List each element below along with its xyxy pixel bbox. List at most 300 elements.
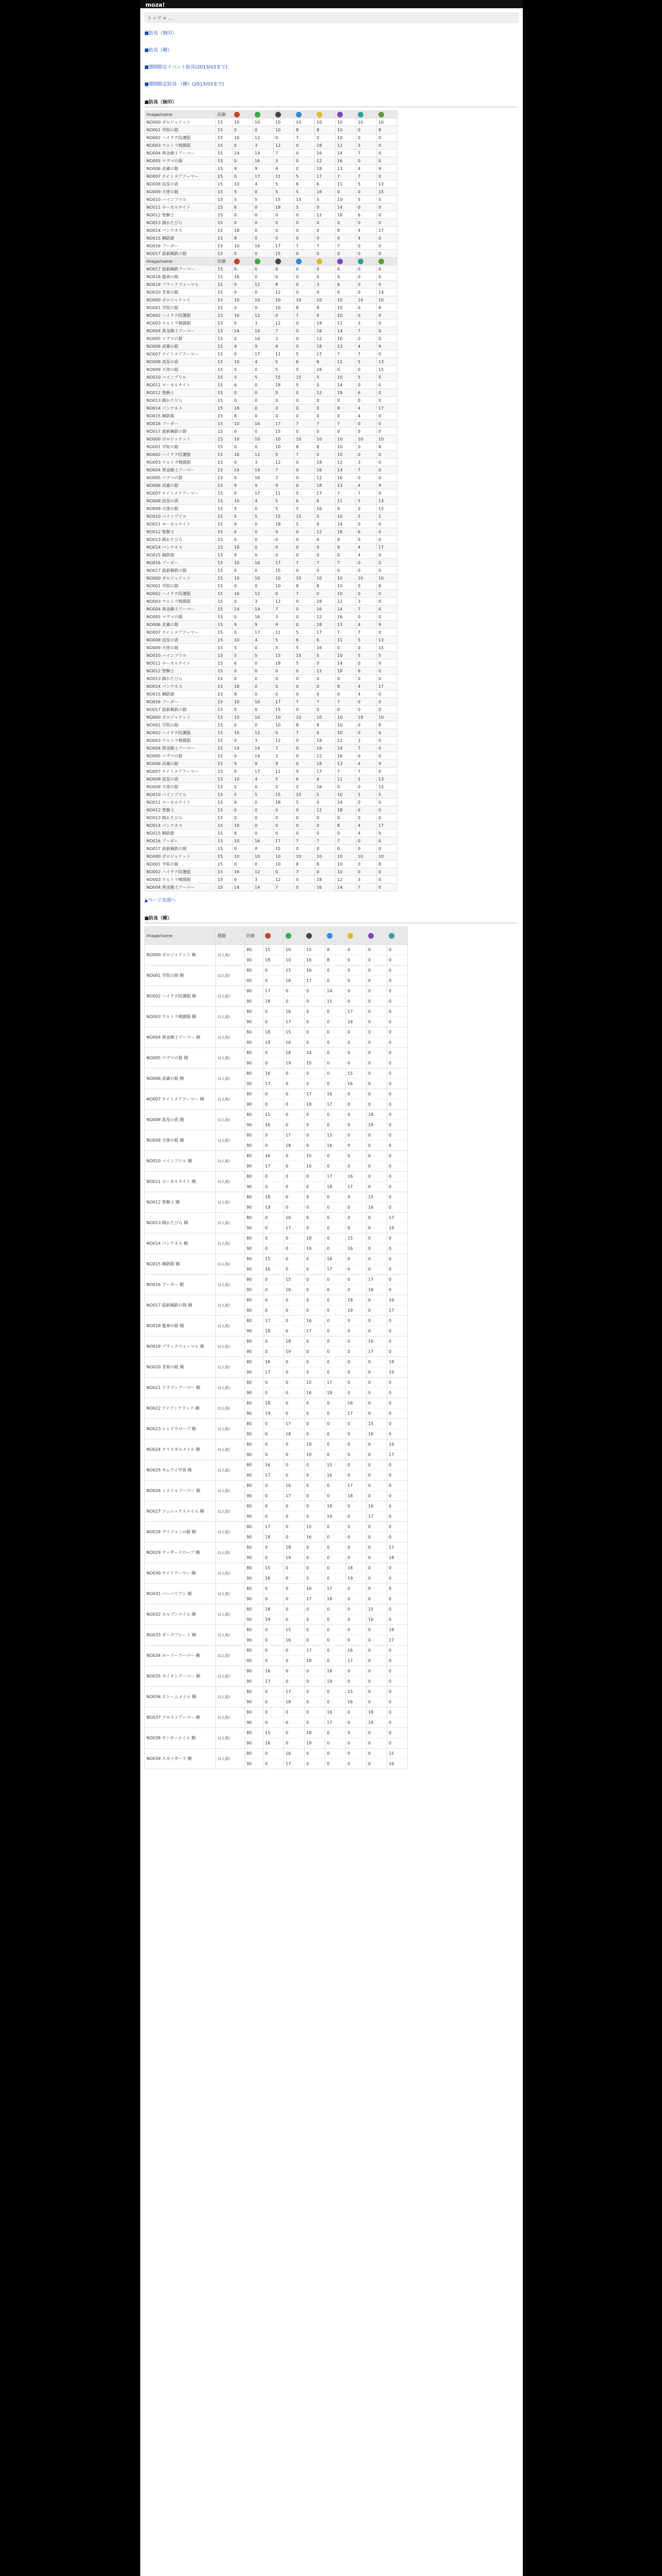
stat-value: 0: [306, 1205, 309, 1210]
stat-cell: 0: [294, 613, 315, 621]
stat-value: 0: [389, 1275, 406, 1285]
stat-value: 0: [347, 1329, 351, 1333]
stat-cell: [245, 1625, 263, 1646]
stat-value: 0: [347, 1597, 351, 1601]
stat-value: 0: [286, 1501, 303, 1512]
stat-cell: 0: [377, 690, 398, 698]
stat-cell: 17: [377, 544, 398, 551]
stat-cell: [263, 1604, 284, 1625]
stat-value: 18: [327, 1501, 344, 1512]
stat-value: 0: [347, 1473, 351, 1478]
stat-cell: [346, 1357, 367, 1378]
stat-cell: [346, 1172, 367, 1192]
stat-cell: 15: [216, 428, 233, 435]
stat-cell: [305, 1460, 325, 1481]
stat-value: 18: [306, 1102, 312, 1107]
stat-value: 0: [389, 1617, 392, 1622]
stat-value: 0: [368, 1226, 371, 1230]
stat-cell: 8: [294, 443, 315, 451]
stat-value: 18: [286, 1700, 291, 1704]
stat-value: 0: [306, 1687, 323, 1697]
stat-cell: 0: [274, 675, 294, 683]
stat-cell: [245, 1378, 263, 1398]
stat-cell: 10: [274, 118, 294, 126]
stat-cell: 0: [377, 428, 398, 435]
stat-value: 17: [265, 1081, 271, 1086]
stat-cell: [346, 1625, 367, 1646]
col-header-attr: [315, 111, 336, 118]
stat-cell: 5: [233, 374, 253, 381]
toc-link-armor[interactable]: ■防具（無印）: [144, 31, 177, 36]
stat-cell: [284, 1192, 305, 1213]
armor-name: NO018 龍神の鎧 剛: [145, 1316, 216, 1336]
stat-cell: 0: [315, 289, 336, 296]
stat-value: 0: [347, 1625, 365, 1635]
stat-cell: 0: [356, 837, 377, 845]
stat-cell: 3: [274, 474, 294, 482]
stat-cell: 7: [356, 629, 377, 636]
stat-cell: 10: [377, 118, 398, 126]
stat-cell: [263, 986, 284, 1007]
stat-value: 80: [246, 1048, 261, 1058]
stat-cell: 10: [356, 853, 377, 860]
armor-type: (1人用): [216, 1027, 245, 1048]
stat-cell: 0: [294, 760, 315, 768]
stat-value: 18: [327, 1666, 344, 1676]
stat-cell: 15: [274, 845, 294, 853]
stat-value: 80: [246, 945, 261, 955]
toc-link-event-armor-go[interactable]: ■期間限定防具 （剛）(2013/03まで): [144, 82, 224, 87]
stat-cell: 3: [356, 876, 377, 884]
stat-cell: 0: [253, 381, 274, 389]
stat-cell: [245, 1089, 263, 1110]
stat-cell: 5: [377, 791, 398, 799]
stat-value: 0: [389, 978, 392, 983]
table-row: [145, 149, 398, 157]
stat-value: 0: [368, 1460, 385, 1470]
attribute-icon: [286, 933, 291, 939]
table-row: [145, 404, 398, 412]
stat-cell: 15: [216, 737, 233, 744]
stat-cell: 12: [315, 613, 336, 621]
stat-value: 0: [389, 1398, 406, 1409]
stat-value: 0: [327, 1432, 330, 1436]
stat-value: 0: [389, 1164, 392, 1168]
armor-name: NO000 ボロジャケット 剛: [145, 945, 216, 965]
stat-cell: 16: [253, 837, 274, 845]
stat-cell: 0: [294, 149, 315, 157]
stat-cell: 0: [253, 505, 274, 513]
stat-value: 0: [347, 1378, 365, 1388]
stat-value: 17: [306, 1597, 312, 1601]
stat-value: 80: [246, 1378, 261, 1388]
stat-cell: [367, 1584, 387, 1604]
stat-cell: 0: [315, 814, 336, 822]
stat-value: 0: [389, 1501, 406, 1512]
stat-value: 16: [306, 1316, 323, 1326]
stat-value: 0: [306, 1638, 309, 1642]
stat-value: 0: [389, 1411, 392, 1416]
armor-type: (1人用): [216, 986, 245, 1007]
stat-cell: 3: [253, 459, 274, 466]
stat-value: 17: [389, 1452, 394, 1457]
stat-value: 16: [389, 1625, 406, 1635]
table-row: [145, 335, 398, 343]
stat-value: 0: [327, 1700, 330, 1704]
stat-cell: [346, 1089, 367, 1110]
stat-cell: 17: [253, 768, 274, 775]
armor-type: (1人用): [216, 1378, 245, 1398]
stat-value: 0: [286, 1233, 303, 1244]
stat-cell: 0: [356, 157, 377, 165]
stat-cell: 16: [233, 451, 253, 459]
stat-value: 17: [306, 978, 312, 983]
stat-cell: 12: [336, 598, 356, 605]
stat-cell: 0: [377, 149, 398, 157]
stat-cell: 16: [253, 698, 274, 706]
stat-cell: [367, 1749, 387, 1769]
stat-cell: [245, 986, 263, 1007]
armor-name: NO001 学院の鎧: [145, 860, 216, 868]
stat-cell: 7: [315, 420, 336, 428]
stat-cell: 5: [377, 652, 398, 659]
stat-cell: 5: [356, 497, 377, 505]
stat-value: 0: [327, 1741, 330, 1745]
stat-value: 0: [327, 1761, 330, 1766]
stat-cell: [367, 1460, 387, 1481]
stat-cell: 15: [274, 513, 294, 520]
stat-cell: 7: [294, 312, 315, 319]
stat-value: 15: [306, 1061, 312, 1065]
stat-value: 17: [347, 1184, 353, 1189]
table-row: [145, 1666, 408, 1687]
stat-cell: 0: [233, 806, 253, 814]
stat-cell: [367, 986, 387, 1007]
stat-cell: 4: [253, 497, 274, 505]
stat-cell: 0: [377, 281, 398, 289]
stat-cell: 9: [233, 482, 253, 489]
stat-value: 0: [306, 986, 323, 996]
breadcrumb[interactable]: トップ > …: [144, 12, 519, 23]
stat-cell: 0: [377, 598, 398, 605]
stat-cell: 16: [336, 752, 356, 760]
stat-cell: 0: [356, 134, 377, 142]
stat-value: 80: [246, 1130, 261, 1141]
stat-cell: 17: [274, 698, 294, 706]
stat-cell: 14: [336, 381, 356, 389]
stat-cell: [325, 1584, 346, 1604]
armor-name: NO017 最新鋼鉄の鎧: [145, 567, 216, 574]
stat-cell: 10: [356, 714, 377, 721]
stat-value: 16: [286, 1007, 303, 1017]
armor-name: NO019 ブラックフォーマル 剛: [145, 1336, 216, 1357]
stat-cell: 0: [253, 204, 274, 211]
stat-value: 0: [286, 1151, 303, 1161]
stat-cell: 12: [315, 335, 336, 343]
table-row: [145, 420, 398, 428]
stat-value: 80: [246, 965, 261, 976]
stat-value: 0: [368, 1658, 371, 1663]
stat-cell: 5: [274, 188, 294, 196]
col-header-attr: [274, 111, 294, 118]
attribute-icon: [317, 112, 322, 117]
stat-cell: [263, 1501, 284, 1522]
stat-cell: 17: [274, 559, 294, 567]
stat-cell: [325, 965, 346, 986]
stat-cell: 0: [377, 706, 398, 714]
table-row: [145, 211, 398, 219]
stat-value: 16: [389, 1761, 394, 1766]
stat-value: 16: [286, 1213, 303, 1223]
stat-cell: 6: [356, 211, 377, 219]
stat-value: 0: [327, 1543, 344, 1553]
stat-cell: 0: [233, 876, 253, 884]
stat-cell: 10: [336, 118, 356, 126]
stat-value: 0: [265, 1555, 268, 1560]
stat-cell: 13: [377, 497, 398, 505]
stat-cell: 15: [216, 884, 233, 891]
stat-cell: 0: [253, 428, 274, 435]
stat-cell: [387, 1543, 408, 1563]
stat-value: 0: [327, 1687, 344, 1697]
armor-type: (1人用): [216, 1604, 245, 1625]
stat-cell: 16: [315, 505, 336, 513]
stat-value: 0: [389, 1287, 392, 1292]
armor-name: NO010 バインプリル: [145, 791, 216, 799]
stat-value: 80: [246, 1151, 261, 1161]
stat-cell: 15: [216, 304, 233, 312]
stat-cell: 18: [315, 459, 336, 466]
armor-go-table: [144, 926, 408, 1769]
table-row: [145, 986, 408, 1007]
stat-value: 0: [306, 1761, 309, 1766]
stat-cell: 0: [233, 528, 253, 536]
stat-value: 0: [286, 1522, 303, 1532]
stat-cell: 7: [336, 350, 356, 358]
stat-value: 0: [327, 1007, 344, 1017]
stat-value: 90: [246, 1679, 252, 1684]
stat-value: 0: [306, 1411, 309, 1416]
stat-cell: [284, 1543, 305, 1563]
stat-cell: 0: [294, 219, 315, 227]
stat-cell: 5: [294, 799, 315, 806]
stat-value: 17: [327, 1267, 333, 1272]
stat-value: 90: [246, 1411, 252, 1416]
table-row: [145, 768, 398, 775]
armor-name: NO000 ボロジャケット: [145, 435, 216, 443]
stat-cell: 11: [274, 629, 294, 636]
stat-cell: 14: [336, 884, 356, 891]
stat-value: 0: [389, 1514, 392, 1519]
table-row: [145, 806, 398, 814]
table-row: [145, 1543, 408, 1563]
armor-name: NO011 ローカルナイト 剛: [145, 1172, 216, 1192]
armor-name: NO023 シャドウローブ 剛: [145, 1419, 216, 1439]
stat-cell: 12: [315, 474, 336, 482]
stat-cell: [284, 1336, 305, 1357]
stat-value: 0: [368, 1584, 385, 1594]
table-row: [145, 1213, 408, 1233]
stat-value: 90: [246, 1514, 252, 1519]
stat-value: 80: [246, 1625, 261, 1635]
stat-value: 15: [306, 1151, 323, 1161]
stat-cell: 0: [253, 675, 274, 683]
stat-value: 18: [286, 1336, 303, 1347]
stat-cell: 0: [233, 335, 253, 343]
stat-cell: 11: [274, 350, 294, 358]
stat-cell: [325, 1192, 346, 1213]
stat-value: 15: [327, 1460, 344, 1470]
stat-value: 17: [306, 1646, 323, 1656]
stat-cell: 4: [356, 412, 377, 420]
stat-cell: 8: [315, 443, 336, 451]
stat-value: 0: [306, 1666, 323, 1676]
stat-value: 0: [265, 978, 268, 983]
armor-name: NO002 ハイテク防護服: [145, 590, 216, 598]
stat-cell: 0: [233, 126, 253, 134]
stat-value: 15: [306, 1522, 323, 1532]
armor-type: (1人用): [216, 1543, 245, 1563]
armor-name: NO014 パンクネス: [145, 822, 216, 829]
table-row: [145, 706, 398, 714]
stat-cell: 15: [216, 281, 233, 289]
stat-cell: 8: [315, 304, 336, 312]
stat-value: 0: [265, 1543, 282, 1553]
stat-cell: 12: [274, 459, 294, 466]
armor-type: (1人用): [216, 1130, 245, 1151]
back-to-top-link[interactable]: ▲ページ先頭へ: [144, 898, 176, 903]
stat-value: 0: [327, 1336, 344, 1347]
stat-value: 17: [327, 1720, 333, 1725]
stat-cell: 5: [294, 659, 315, 667]
stat-cell: 14: [336, 327, 356, 335]
stat-cell: 15: [216, 227, 233, 234]
stat-cell: 16: [315, 327, 336, 335]
stat-value: 0: [389, 1205, 392, 1210]
table-row: [145, 142, 398, 149]
stat-cell: [346, 1687, 367, 1707]
table-row: [145, 945, 408, 965]
stat-cell: 13: [336, 760, 356, 768]
toc-link-event-armor[interactable]: ■期間限定イベント防具(2013/03まで): [144, 65, 227, 70]
toc-link-armor-go[interactable]: ■防具（剛）: [144, 48, 172, 53]
stat-cell: 0: [294, 598, 315, 605]
stat-value: 0: [368, 1625, 385, 1635]
stat-cell: 14: [336, 799, 356, 806]
stat-cell: 6: [233, 204, 253, 211]
armor-name: NO006 武蔵の鎧: [145, 343, 216, 350]
stat-value: 16: [265, 1460, 282, 1470]
armor-name: NO039 スカイガード 剛: [145, 1749, 216, 1769]
stat-cell: 0: [253, 520, 274, 528]
stat-value: 80: [246, 1295, 261, 1306]
stat-value: 18: [286, 1048, 303, 1058]
stat-value: 19: [265, 1040, 271, 1045]
stat-cell: [387, 1584, 408, 1604]
stat-cell: 6: [315, 775, 336, 783]
table-row: [145, 1316, 408, 1336]
stat-value: 0: [389, 1679, 392, 1684]
stat-cell: 5: [253, 513, 274, 520]
armor-name: NO006 武蔵の鎧 剛: [145, 1069, 216, 1089]
stat-cell: [245, 1316, 263, 1336]
stat-value: 0: [389, 1349, 392, 1354]
stat-cell: [325, 1254, 346, 1275]
stat-cell: 15: [216, 822, 233, 829]
stat-value: 0: [327, 1638, 330, 1642]
stat-cell: [325, 1419, 346, 1439]
stat-cell: [245, 965, 263, 986]
stat-cell: 18: [274, 659, 294, 667]
stat-value: 18: [327, 1184, 333, 1189]
stat-cell: [387, 1213, 408, 1233]
stat-value: 0: [347, 1226, 351, 1230]
stat-value: 0: [306, 1398, 323, 1409]
stat-value: 0: [306, 1007, 323, 1017]
stat-cell: 14: [336, 605, 356, 613]
col-header-attr: [377, 111, 398, 118]
stat-cell: 0: [274, 729, 294, 737]
page: [140, 0, 523, 2576]
stat-value: 90: [246, 1597, 252, 1601]
stat-value: 90: [246, 999, 252, 1004]
stat-cell: [387, 1707, 408, 1728]
stat-cell: 10: [233, 574, 253, 582]
stat-cell: 3: [253, 598, 274, 605]
stat-value: 0: [306, 1226, 309, 1230]
stat-cell: 0: [356, 273, 377, 281]
stat-value: 16: [306, 965, 323, 976]
stat-cell: 0: [274, 868, 294, 876]
stat-value: 90: [246, 1617, 252, 1622]
stat-cell: 7: [356, 350, 377, 358]
stat-value: 0: [265, 1584, 282, 1594]
stat-value: 0: [286, 1205, 289, 1210]
stat-cell: 16: [253, 752, 274, 760]
stat-cell: [346, 1501, 367, 1522]
stat-value: 0: [306, 1617, 309, 1622]
stat-value: 90: [246, 1226, 252, 1230]
stat-cell: [284, 1584, 305, 1604]
stat-cell: [346, 1707, 367, 1728]
stat-cell: 10: [274, 574, 294, 582]
stat-value: 17: [327, 1378, 344, 1388]
stat-cell: 12: [336, 319, 356, 327]
stat-cell: 10: [233, 714, 253, 721]
stat-value: 19: [327, 1514, 333, 1519]
stat-cell: 0: [315, 659, 336, 667]
stat-cell: 10: [336, 860, 356, 868]
stat-value: 0: [265, 1625, 282, 1635]
stat-value: 0: [368, 1081, 371, 1086]
stat-cell: 15: [216, 690, 233, 698]
stat-cell: [284, 1625, 305, 1646]
stat-cell: 5: [377, 513, 398, 520]
stat-cell: 10: [315, 118, 336, 126]
stat-value: 80: [246, 1728, 261, 1738]
stat-cell: [245, 1275, 263, 1295]
stat-value: 0: [368, 1295, 385, 1306]
stat-cell: [284, 1687, 305, 1707]
stat-value: 0: [327, 1439, 344, 1450]
stat-value: 0: [286, 1439, 303, 1450]
stat-value: 15: [368, 1604, 385, 1615]
stat-cell: 0: [253, 443, 274, 451]
stat-cell: 10: [336, 296, 356, 304]
stat-cell: 0: [336, 412, 356, 420]
table-row: [145, 1749, 408, 1769]
stat-cell: [284, 1048, 305, 1069]
